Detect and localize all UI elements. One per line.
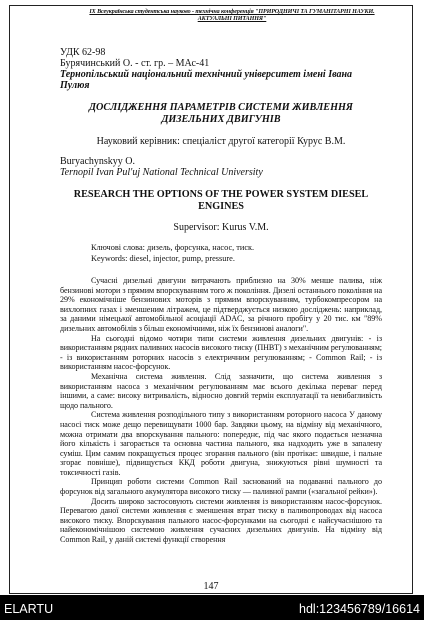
repository-footer xyxy=(0,595,424,620)
paragraph-types: На сьогодні відомо чотири типи системи живлення дизельних двигунів: - із використанням рядних паливних насосів високого тиску (ПНВТ) з механічним регулюванням; - із використанням роторних насосів з електричним регулюванням; - Common Rail; - із використанням насос-форсунок. xyxy=(60,333,382,372)
affiliation-ua: Тернопільський національний технічний університет імені Івана Пулюя xyxy=(60,69,353,91)
conference-header-line-1: IX Всеукраїнська студентська науково - технічна конференція "ПРИРОДНИЧІ ТА ГУМАНІТАРНІ НАУКИ. xyxy=(89,9,375,15)
author-en: Buryachynskyy O. xyxy=(60,156,135,167)
paragraph-unit-injectors: Досить широко застосовують системи живлення із використанням насос-форсунок. Перевагою даної системи живлення є зменшення втрат тиску в паливопроводах від насоса високого тиску. Впорскування пального насос-форсунками на сьогодні є найсучаснішою та найекономічнішою системою живлення сучасних дизельних двигунів. На відміну від Common Rail, у даній системі функції створення xyxy=(60,496,382,545)
title-ua: ДОСЛІДЖЕННЯ ПАРАМЕТРІВ СИСТЕМИ ЖИВЛЕННЯ ДИЗЕЛЬНИХ ДВИГУНІВ xyxy=(89,102,353,125)
handle-identifier: hdl:123456789/16614 xyxy=(299,602,420,616)
repository-name: ELARTU xyxy=(4,602,54,616)
supervisor-en: Supervisor: Kurus V.M. xyxy=(173,222,269,233)
conference-header xyxy=(62,9,402,23)
author-ua: Бурячинський О. - ст. гр. – МАс-41 xyxy=(60,58,210,69)
supervisor-ua: Науковий керівник: спеціаліст другої категорії Курус В.М. xyxy=(96,136,346,147)
paragraph-intro: Сучасні дизельні двигуни витрачають приблизно на 30% менше палива, ніж бензинові мотори з прямим впорскуванням того ж покоління. Дизелі останнього покоління на 29% економічніше бензинових моторів з прямим впорскуванням, турбокомпресором на вихлопних газах і зменшеним літражем, це підтверджується низкою досліджень: наприклад, за даними німецької автомобільної асоціації ADAC, за річного пробігу у 20 тис. км "89% дизельних автомобілів з більш економічними, ніж їх бензинові аналоги". xyxy=(60,276,382,333)
udk-code: УДК 62-98 xyxy=(60,47,106,58)
article-content xyxy=(60,46,382,545)
article-body xyxy=(60,276,382,545)
conference-header-line-2: АКТУАЛЬНІ ПИТАННЯ" xyxy=(197,16,267,22)
paragraph-rotary: Система живлення розподільного типу з використанням роторного насоса У даному насосі тиск може дещо перевищувати 1000 бар. Завдяки цьому, на відміну від механічного, можна отримати два впорскування пального: попереднє, під час якого подається незначна його кількість і загорається та основна частина пального, яка надходить уже в запалену суміш. Цим самим покращується процес згорання пального (він протікає: швидше, і пальне згорає повніше), підвищується ККД роботи двигуна, знижуються рівні шумності та токсичності газів. xyxy=(60,410,382,477)
title-en: RESEARCH THE OPTIONS OF THE POWER SYSTEM DIESEL ENGINES xyxy=(73,189,369,212)
paragraph-common-rail: Принцип роботи системи Common Rail заснований на подаванні пального до форсунок від загального акумулятора високого тиску — паливної рампи («загальної рейки»). xyxy=(60,477,382,497)
paragraph-mechanical: Механічна система живлення. Слід зазначити, що система живлення з використанням насоса з механічним регулюванням має всього декілька переваг перед іншими, а саме: високу витривалість, відносно довгий термін експлуатації та невибагливість щодо пального. xyxy=(60,371,382,410)
page-number: 147 xyxy=(203,581,219,592)
affiliation-en: Ternopil Ivan Pul'uj National Technical University xyxy=(60,167,263,178)
paper-page xyxy=(9,5,413,594)
keywords-ua: Ключові слова: дизель, форсунка, насос, тиск. xyxy=(91,243,255,252)
keywords-en: Keywords: diesel, injector, pump, pressure. xyxy=(91,253,235,263)
